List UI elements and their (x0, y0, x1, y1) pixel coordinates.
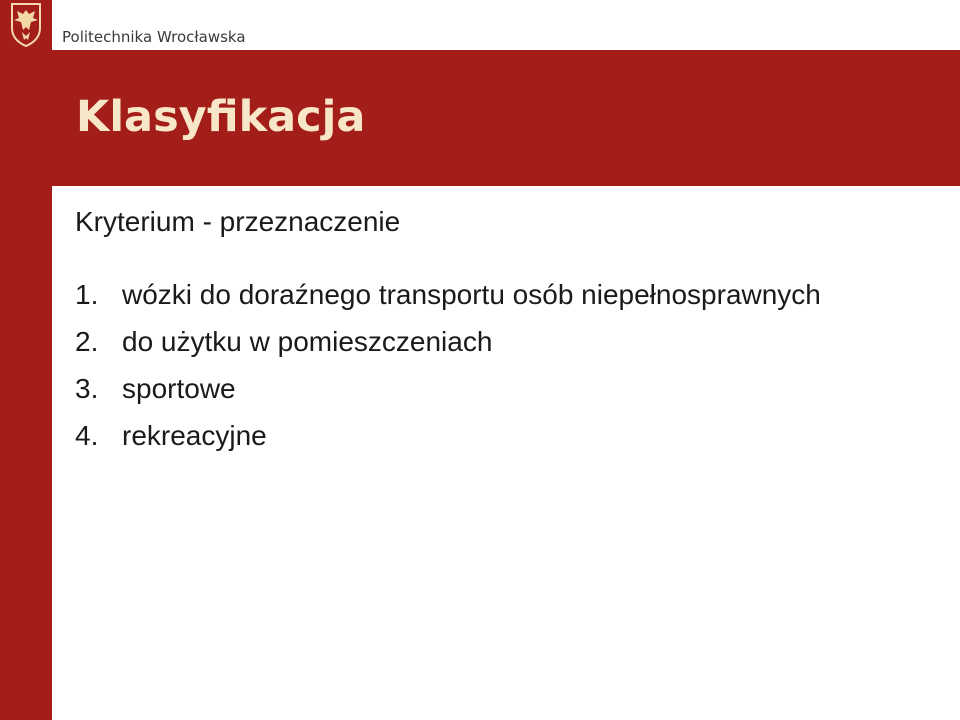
header-bar (0, 0, 960, 50)
list-item-number: 3. (75, 373, 99, 404)
list-item-text: do użytku w pomieszczeniach (122, 326, 493, 357)
list-item-text: rekreacyjne (122, 420, 267, 451)
title-banner (52, 50, 960, 186)
slide-content (75, 203, 945, 459)
left-accent-bar (0, 50, 52, 720)
list-item-number: 2. (75, 326, 99, 357)
eagle-crest-icon (0, 0, 52, 50)
list-item (75, 412, 945, 459)
criterion-text: Kryterium - przeznaczenie (75, 206, 401, 237)
list-item-text: sportowe (122, 373, 236, 404)
list-item (75, 365, 945, 412)
list-item-number: 1. (75, 279, 99, 310)
slide-title: Klasyfikacja (76, 92, 366, 142)
university-name: Politechnika Wrocławska (62, 28, 246, 46)
list-item (75, 271, 945, 318)
classification-list (75, 271, 945, 459)
list-item (75, 318, 945, 365)
list-item-text: wózki do doraźnego transportu osób niepełnosprawnych (122, 279, 821, 310)
list-item-number: 4. (75, 420, 99, 451)
